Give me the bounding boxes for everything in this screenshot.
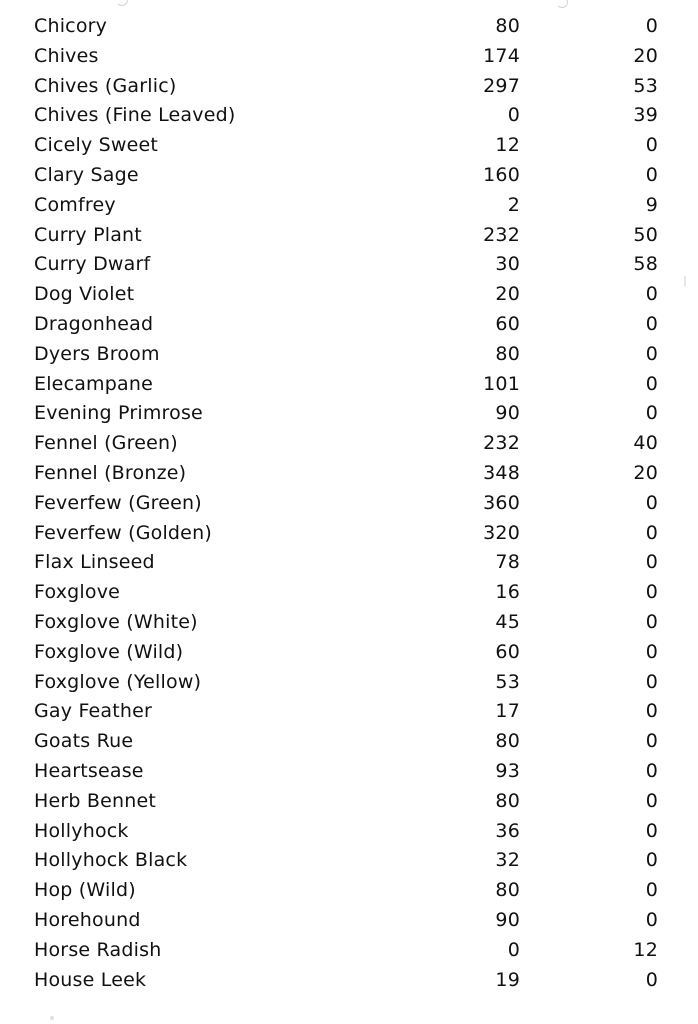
table-row [0, 101, 698, 131]
quantity-second-column: 0 [645, 491, 658, 514]
table-row [0, 519, 698, 549]
quantity-second-column: 53 [633, 74, 658, 97]
scan-mark [556, 0, 568, 8]
plant-name: Chives (Garlic) [34, 74, 177, 97]
table-row [0, 489, 698, 519]
quantity-second-column: 20 [633, 461, 658, 484]
plant-name: Flax Linseed [34, 551, 155, 574]
quantity-first-column: 297 [483, 74, 520, 97]
quantity-second-column: 40 [633, 432, 658, 455]
plant-name: Dog Violet [34, 283, 135, 306]
quantity-second-column: 20 [633, 44, 658, 67]
quantity-first-column: 45 [495, 610, 520, 633]
quantity-second-column: 0 [645, 730, 658, 753]
plant-name: Dyers Broom [34, 342, 160, 365]
table-row [0, 936, 698, 966]
quantity-second-column: 0 [645, 372, 658, 395]
quantity-first-column: 160 [483, 163, 520, 186]
quantity-second-column: 0 [645, 402, 658, 425]
quantity-second-column: 0 [645, 283, 658, 306]
quantity-first-column: 93 [495, 759, 520, 782]
table-row [0, 12, 698, 42]
quantity-first-column: 20 [495, 283, 520, 306]
plant-name: Chicory [34, 15, 108, 37]
quantity-first-column: 53 [495, 670, 520, 693]
quantity-second-column: 0 [645, 581, 658, 604]
quantity-first-column: 60 [495, 640, 520, 663]
quantity-second-column: 9 [645, 193, 658, 216]
plant-name: Foxglove (Wild) [34, 640, 184, 663]
table-row [0, 370, 698, 400]
table-row [0, 638, 698, 668]
table-row [0, 310, 698, 340]
table-row [0, 191, 698, 221]
table-row [0, 697, 698, 727]
plant-name: Chives (Fine Leaved) [34, 104, 236, 127]
quantity-second-column: 39 [633, 104, 658, 127]
quantity-second-column: 0 [645, 700, 658, 723]
plant-name: House Leek [34, 968, 147, 991]
plant-name: Chives [34, 44, 99, 67]
quantity-first-column: 30 [495, 253, 520, 276]
quantity-second-column: 0 [645, 163, 658, 186]
quantity-first-column: 90 [495, 402, 520, 425]
table-row [0, 250, 698, 280]
table-row [0, 906, 698, 936]
quantity-second-column: 0 [645, 610, 658, 633]
plant-name: Hollyhock [34, 819, 129, 842]
quantity-first-column: 36 [495, 819, 520, 842]
table-row [0, 668, 698, 698]
plant-name: Horse Radish [34, 938, 162, 961]
quantity-first-column: 19 [495, 968, 520, 991]
plant-name: Heartsease [34, 759, 144, 782]
plant-name: Feverfew (Green) [34, 491, 202, 514]
quantity-second-column: 12 [633, 938, 658, 961]
table-row [0, 787, 698, 817]
quantity-second-column: 0 [645, 849, 658, 872]
quantity-second-column: 0 [645, 879, 658, 902]
quantity-first-column: 360 [483, 491, 520, 514]
table-row [0, 72, 698, 102]
quantity-second-column: 0 [645, 521, 658, 544]
quantity-second-column: 0 [645, 908, 658, 931]
quantity-first-column: 174 [483, 44, 520, 67]
quantity-second-column: 0 [645, 551, 658, 574]
quantity-first-column: 232 [483, 432, 520, 455]
quantity-first-column: 12 [495, 134, 520, 157]
table-row [0, 399, 698, 429]
quantity-first-column: 101 [483, 372, 520, 395]
quantity-first-column: 0 [507, 104, 520, 127]
quantity-second-column: 0 [645, 134, 658, 157]
plant-name: Gay Feather [34, 700, 153, 723]
quantity-first-column: 60 [495, 312, 520, 335]
table-row [0, 548, 698, 578]
plant-name: Feverfew (Golden) [34, 521, 212, 544]
quantity-second-column: 0 [645, 312, 658, 335]
quantity-first-column: 232 [483, 223, 520, 246]
quantity-second-column: 50 [633, 223, 658, 246]
plant-name: Hop (Wild) [34, 879, 136, 902]
scan-mark [116, 0, 128, 6]
plant-name: Evening Primrose [34, 402, 203, 425]
plant-name: Curry Plant [34, 223, 142, 246]
table-row [0, 131, 698, 161]
quantity-first-column: 0 [507, 938, 520, 961]
quantity-first-column: 320 [483, 521, 520, 544]
quantity-first-column: 32 [495, 849, 520, 872]
table-row [0, 340, 698, 370]
quantity-first-column: 80 [495, 342, 520, 365]
quantity-first-column: 90 [495, 908, 520, 931]
table-row [0, 221, 698, 251]
table-row [0, 459, 698, 489]
plant-name: Horehound [34, 908, 141, 931]
quantity-second-column: 0 [645, 789, 658, 812]
plant-name: Foxglove (White) [34, 610, 198, 633]
table-row [0, 578, 698, 608]
table-row [0, 608, 698, 638]
quantity-first-column: 80 [495, 789, 520, 812]
table-row [0, 429, 698, 459]
scan-speck [50, 1016, 54, 1020]
plant-name: Foxglove [34, 581, 121, 604]
quantity-second-column: 0 [645, 640, 658, 663]
quantity-second-column: 0 [645, 670, 658, 693]
table-row [0, 846, 698, 876]
quantity-second-column: 0 [645, 342, 658, 365]
quantity-first-column: 16 [495, 581, 520, 604]
quantity-second-column: 0 [645, 968, 658, 991]
plant-name: Hollyhock Black [34, 849, 188, 872]
quantity-first-column: 348 [483, 461, 520, 484]
quantity-first-column: 80 [495, 15, 520, 37]
quantity-first-column: 17 [495, 700, 520, 723]
plant-quantity-table [0, 12, 698, 995]
plant-name: Fennel (Green) [34, 432, 178, 455]
plant-name: Clary Sage [34, 163, 139, 186]
quantity-first-column: 2 [507, 193, 520, 216]
plant-name: Herb Bennet [34, 789, 157, 812]
plant-name: Goats Rue [34, 730, 134, 753]
table-row [0, 727, 698, 757]
quantity-first-column: 78 [495, 551, 520, 574]
quantity-first-column: 80 [495, 879, 520, 902]
plant-name: Fennel (Bronze) [34, 461, 187, 484]
table-row [0, 42, 698, 72]
plant-name: Elecampane [34, 372, 154, 395]
quantity-second-column: 0 [645, 15, 658, 37]
quantity-second-column: 0 [645, 759, 658, 782]
table-row [0, 161, 698, 191]
plant-name: Foxglove (Yellow) [34, 670, 202, 693]
plant-name: Curry Dwarf [34, 253, 151, 276]
table-row [0, 280, 698, 310]
plant-name: Cicely Sweet [34, 134, 159, 157]
plant-name: Dragonhead [34, 312, 154, 335]
table-row [0, 757, 698, 787]
quantity-second-column: 0 [645, 819, 658, 842]
plant-name: Comfrey [34, 193, 116, 216]
table-row [0, 876, 698, 906]
table-row [0, 966, 698, 996]
quantity-first-column: 80 [495, 730, 520, 753]
table-row [0, 817, 698, 847]
quantity-second-column: 58 [633, 253, 658, 276]
